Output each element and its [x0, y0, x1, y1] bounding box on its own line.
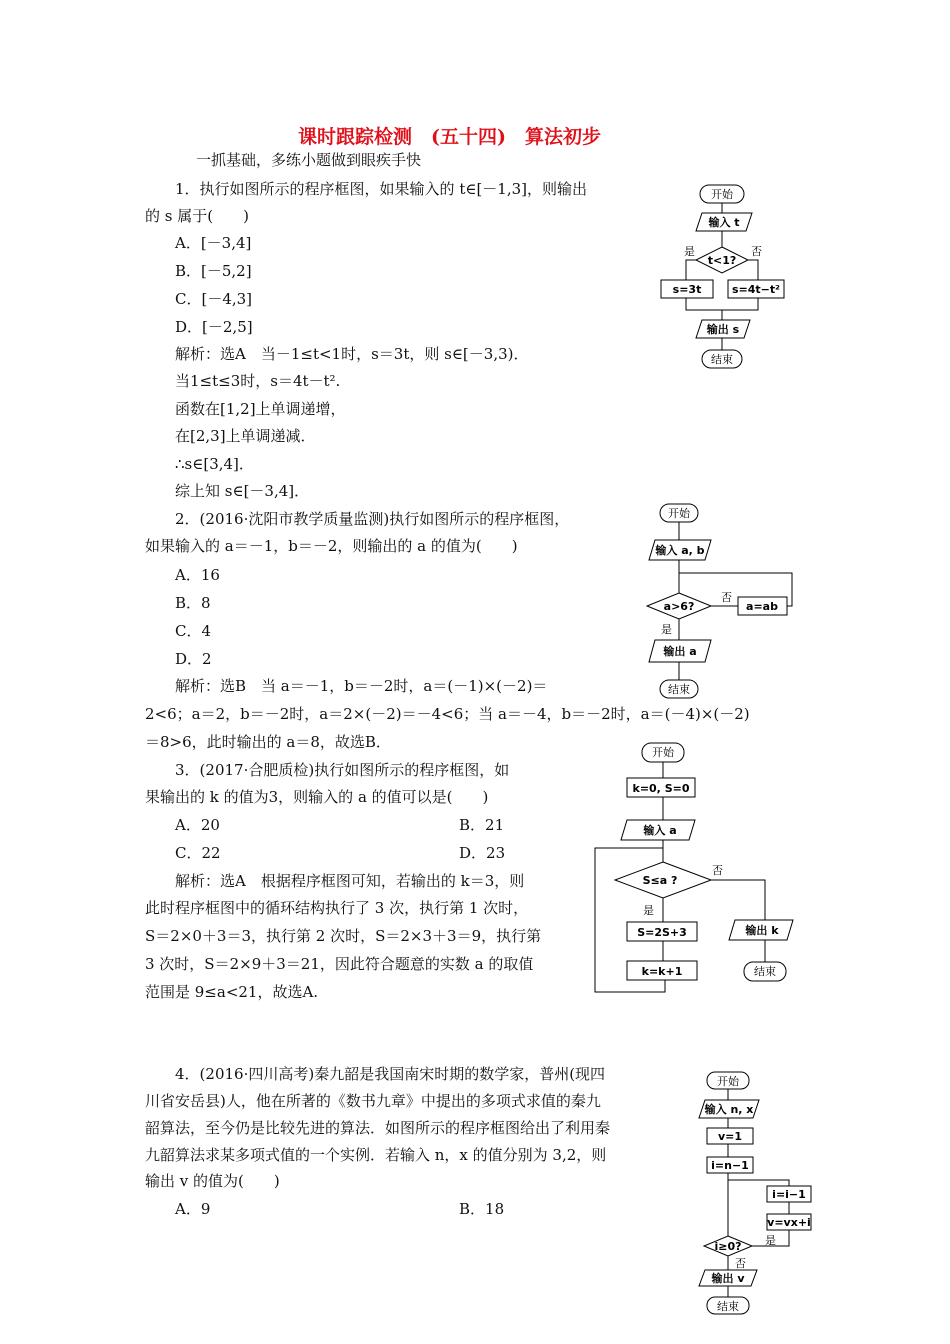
- q2-stem-line2: 如果输入的 a＝－1，b＝－2，则输出的 a 的值为( ): [145, 537, 518, 555]
- q3-fc-end-label: 结束: [754, 965, 776, 978]
- q1-fc-input-label: 输入 t: [708, 216, 740, 229]
- q2-option-d: D．2: [175, 650, 212, 668]
- q2-solution-line: ＝8>6，此时输出的 a＝8，故选B．: [145, 733, 391, 751]
- q1-stem-line2: 的 s 属于( ): [145, 207, 249, 225]
- q2-option-c: C．4: [175, 622, 212, 640]
- q4-option-b: B．18: [459, 1200, 505, 1218]
- q4-fc-start-label: 开始: [717, 1075, 739, 1088]
- q1-stem-line1: 1．执行如图所示的程序框图，如果输入的 t∈[－1,3]，则输出: [175, 180, 588, 198]
- q1-solution-line: 当1≤t≤3时，s＝4t－t².: [175, 372, 341, 390]
- q4-option-a: A．9: [175, 1200, 211, 1218]
- q3-fc-decision-label: S≤a ?: [642, 874, 678, 887]
- q3-solution-line: S＝2×0＋3＝3，执行第 2 次时，S＝2×3＋3＝9，执行第: [145, 927, 542, 945]
- q1-fc-no-label: 否: [751, 245, 762, 258]
- q4-fc-i-decrement-label: i=i−1: [772, 1188, 806, 1201]
- q4-fc-output-label: 输出 v: [711, 1272, 745, 1285]
- q2-option-a: A．16: [175, 566, 220, 584]
- q4-stem-line: 韶算法，至今仍是比较先进的算法．如图所示的程序框图给出了利用秦: [145, 1119, 611, 1137]
- q4-fc-no-label: 否: [735, 1257, 746, 1270]
- q1-fc-end-label: 结束: [711, 353, 733, 366]
- q2-fc-input-label: 输入 a, b: [655, 544, 705, 557]
- q1-option-b: B．[－5,2]: [175, 262, 252, 280]
- q2-option-b: B．8: [175, 594, 211, 612]
- q2-fc-no-label: 否: [721, 591, 732, 604]
- q4-fc-decision-label: i≥0?: [714, 1240, 742, 1253]
- q4-fc-v-update-label: v=vx+i: [767, 1216, 811, 1229]
- q2-solution-line: 解析：选B 当 a＝－1，b＝－2时，a＝(－1)×(－2)＝: [175, 677, 548, 695]
- q1-fc-output-label: 输出 s: [706, 323, 740, 336]
- q3-option-c: C．22: [175, 844, 221, 862]
- q4-stem-line: 输出 v 的值为( ): [145, 1172, 280, 1190]
- q1-solution-line: 函数在[1,2]上单调递增，: [175, 400, 346, 418]
- q4-fc-end-label: 结束: [717, 1300, 739, 1313]
- q3-flowchart: [590, 740, 805, 995]
- q1-option-d: D．[－2,5]: [175, 318, 253, 336]
- q3-fc-process-s-label: S=2S+3: [637, 926, 687, 939]
- q2-fc-output-label: 输出 a: [663, 645, 697, 658]
- subtitle: 一抓基础，多练小题做到眼疾手快: [196, 151, 422, 169]
- q3-fc-process-k-label: k=k+1: [641, 965, 683, 978]
- q1-fc-yes-label: 是: [684, 245, 695, 258]
- q4-fc-yes-label: 是: [765, 1234, 776, 1247]
- q3-stem-line2: 果输出的 k 的值为3，则输入的 a 的值可以是( ): [145, 788, 489, 806]
- q1-fc-start-label: 开始: [711, 188, 733, 201]
- q3-solution-line: 此时程序框图中的循环结构执行了 3 次，执行第 1 次时，: [145, 899, 529, 917]
- page-title: 课时跟踪检测 (五十四) 算法初步: [298, 126, 601, 148]
- q1-solution-line: 解析：选A 当－1≤t<1时，s＝3t，则 s∈[－3,3)．: [175, 345, 529, 363]
- q2-stem-line1: 2．(2016·沈阳市教学质量监测)执行如图所示的程序框图，: [175, 510, 570, 528]
- q1-option-a: A．[－3,4]: [175, 234, 252, 252]
- q4-fc-input-label: 输入 n, x: [704, 1103, 754, 1116]
- q1-fc-decision-label: t<1?: [707, 254, 737, 267]
- q3-option-b: B．21: [459, 816, 505, 834]
- q3-fc-start-label: 开始: [652, 746, 674, 759]
- q1-flowchart: [655, 180, 790, 375]
- q3-stem-line1: 3．(2017·合肥质检)执行如图所示的程序框图，如: [175, 761, 510, 779]
- q3-option-a: A．20: [175, 816, 220, 834]
- q2-fc-decision-label: a>6?: [663, 600, 695, 613]
- q1-solution-line: ∴s∈[3,4]．: [175, 455, 254, 473]
- q1-fc-left-label: s=3t: [672, 283, 702, 296]
- q3-fc-no-label: 否: [712, 864, 723, 877]
- q2-fc-process-label: a=ab: [746, 600, 778, 613]
- q1-solution-line: 在[2,3]上单调递减．: [175, 427, 316, 445]
- q2-fc-start-label: 开始: [668, 507, 690, 520]
- q4-fc-i-init-label: i=n−1: [711, 1159, 749, 1172]
- q3-option-d: D．23: [459, 844, 506, 862]
- q1-solution-line: 综上知 s∈[－3,4]．: [175, 482, 310, 500]
- q3-fc-output-label: 输出 k: [745, 924, 779, 937]
- q3-fc-init-label: k=0, S=0: [632, 782, 690, 795]
- q1-fc-right-label: s=4t−t²: [732, 283, 780, 296]
- q3-fc-input-label: 输入 a: [643, 824, 677, 837]
- q2-flowchart: [635, 500, 805, 702]
- q2-solution-line: 2<6；a＝2，b＝－2时，a＝2×(－2)＝－4<6；当 a＝－4，b＝－2时，a＝(－4)×(－2): [145, 705, 750, 723]
- q4-flowchart: [695, 1068, 820, 1320]
- q4-fc-v-init-label: v=1: [717, 1130, 743, 1143]
- q3-solution-line: 解析：选A 根据程序框图可知，若输出的 k＝3，则: [175, 872, 525, 890]
- q2-fc-end-label: 结束: [668, 683, 690, 696]
- q3-fc-yes-label: 是: [643, 904, 654, 917]
- q3-solution-line: 3 次时，S＝2×9＋3＝21，因此符合题意的实数 a 的取值: [145, 955, 534, 973]
- q4-stem-line: 川省安岳县)人，他在所著的《数书九章》中提出的多项式求值的秦九: [145, 1092, 601, 1110]
- q2-fc-yes-label: 是: [661, 623, 672, 636]
- q3-solution-line: 范围是 9≤a<21，故选A.: [145, 983, 319, 1001]
- q1-option-c: C．[－4,3]: [175, 290, 253, 308]
- q4-stem-line: 4．(2016·四川高考)秦九韶是我国南宋时期的数学家，普州(现四: [175, 1065, 606, 1083]
- q4-stem-line: 九韶算法求某多项式值的一个实例．若输入 n，x 的值分别为 3,2，则: [145, 1146, 607, 1164]
